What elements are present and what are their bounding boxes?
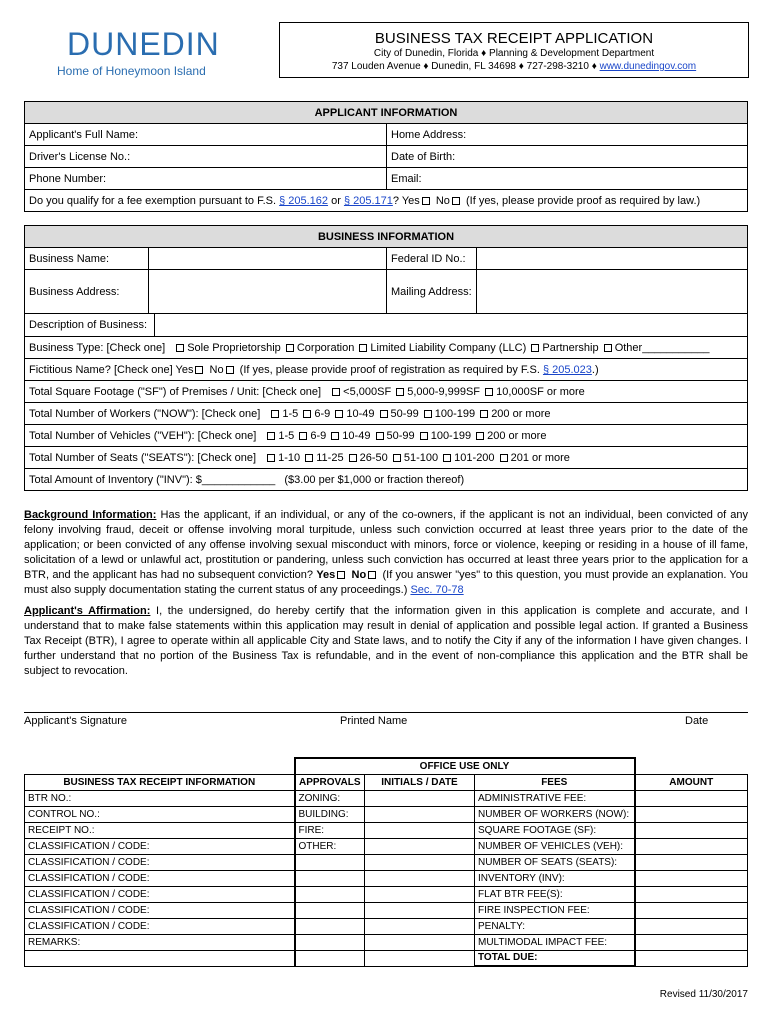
phone-field[interactable] xyxy=(145,168,387,190)
partnership-label: Partnership xyxy=(542,341,599,354)
fee-exemption-row xyxy=(25,190,748,212)
background-heading: Background Information: xyxy=(24,509,157,521)
square-footage-row xyxy=(25,381,748,403)
exemption-question: Do you qualify for a fee exemption pursuant to F.S. xyxy=(29,194,277,207)
fs-205-023-link[interactable]: § 205.023 xyxy=(542,363,592,376)
seats-option-checkbox[interactable] xyxy=(393,454,401,462)
workers-option-checkbox[interactable] xyxy=(271,410,279,418)
amount-cell[interactable] xyxy=(635,822,748,838)
date-label: Date xyxy=(685,715,709,727)
fictitious-row xyxy=(25,359,748,381)
office-row xyxy=(25,854,748,870)
vehicles-option-checkbox[interactable] xyxy=(376,432,384,440)
seats-option-label: 201 or more xyxy=(510,451,570,464)
llc-label: Limited Liability Company (LLC) xyxy=(370,341,527,354)
seats-label: Total Number of Seats ("SEATS"): [Check one] xyxy=(29,451,257,464)
sf-option-checkbox[interactable] xyxy=(332,388,340,396)
vehicles-option-checkbox[interactable] xyxy=(331,432,339,440)
sec-70-78-link[interactable]: Sec. 70-78 xyxy=(410,584,464,596)
initials-cell[interactable] xyxy=(365,806,475,822)
col-fees: FEES xyxy=(475,774,635,790)
col-amount: AMOUNT xyxy=(635,774,748,790)
vehicles-option-label: 50-99 xyxy=(386,429,415,442)
amount-cell[interactable] xyxy=(635,918,748,934)
amount-cell[interactable] xyxy=(635,838,748,854)
workers-option-label: 100-199 xyxy=(434,407,476,420)
full-name-label: Applicant's Full Name: xyxy=(25,124,145,146)
exemption-no-label: No xyxy=(435,194,450,207)
workers-label: Total Number of Workers ("NOW"): [Check one] xyxy=(29,407,261,420)
sf-option-label: 10,000SF or more xyxy=(496,385,585,398)
office-row xyxy=(25,886,748,902)
fictitious-end: .) xyxy=(591,363,599,376)
workers-option-checkbox[interactable] xyxy=(424,410,432,418)
initials-cell[interactable] xyxy=(365,870,475,886)
city-logo xyxy=(55,26,230,82)
btr-info-cell: CLASSIFICATION / CODE: xyxy=(25,918,295,934)
btr-info-cell: RECEIPT NO.: xyxy=(25,822,295,838)
background-paragraph xyxy=(24,508,748,598)
initials-cell[interactable] xyxy=(365,790,475,806)
business-address-field[interactable] xyxy=(149,270,387,314)
business-heading: BUSINESS INFORMATION xyxy=(25,226,748,248)
signature-line[interactable] xyxy=(24,712,748,713)
approval-cell xyxy=(295,918,365,934)
business-type-label: Business Type: [Check one] xyxy=(29,341,166,354)
title-box xyxy=(279,22,749,78)
fee-cell: NUMBER OF SEATS (SEATS): xyxy=(475,854,635,870)
inventory-label: Total Amount of Inventory ("INV"): $____________ xyxy=(29,473,276,486)
business-table xyxy=(24,225,748,491)
fee-cell: INVENTORY (INV): xyxy=(475,870,635,886)
office-row xyxy=(25,950,748,966)
vehicles-option-label: 6-9 xyxy=(310,429,327,442)
applicant-table xyxy=(24,101,748,212)
sf-option-checkbox[interactable] xyxy=(485,388,493,396)
other-checkbox[interactable] xyxy=(604,344,612,352)
website-link[interactable]: www.dunedingov.com xyxy=(599,61,697,72)
home-address-label: Home Address: xyxy=(387,124,477,146)
initials-cell[interactable] xyxy=(365,950,475,966)
btr-info-cell: REMARKS: xyxy=(25,934,295,950)
dob-label: Date of Birth: xyxy=(387,146,477,168)
amount-cell[interactable] xyxy=(635,790,748,806)
approval-cell xyxy=(295,886,365,902)
vehicles-option-label: 200 or more xyxy=(487,429,547,442)
description-field[interactable] xyxy=(155,314,747,336)
initials-cell[interactable] xyxy=(365,854,475,870)
workers-row xyxy=(25,403,748,425)
mailing-address-field[interactable] xyxy=(477,270,748,314)
background-no-label: No xyxy=(351,569,367,581)
approval-cell xyxy=(295,854,365,870)
business-type-row xyxy=(25,337,748,359)
seats-option-checkbox[interactable] xyxy=(443,454,451,462)
fee-cell: FLAT BTR FEE(S): xyxy=(475,886,635,902)
seats-option-checkbox[interactable] xyxy=(500,454,508,462)
sf-option-checkbox[interactable] xyxy=(396,388,404,396)
affirmation-heading: Applicant's Affirmation: xyxy=(24,605,151,617)
email-label: Email: xyxy=(387,168,477,190)
col-initials: INITIALS / DATE xyxy=(365,774,475,790)
sf-option-label: 5,000-9,999SF xyxy=(407,385,481,398)
background-no-checkbox[interactable] xyxy=(368,571,376,579)
business-address-label: Business Address: xyxy=(25,270,149,314)
applicant-heading: APPLICANT INFORMATION xyxy=(25,102,748,124)
seats-row xyxy=(25,447,748,469)
fs-205-162-link[interactable]: § 205.162 xyxy=(279,194,329,207)
vehicles-option-checkbox[interactable] xyxy=(476,432,484,440)
initials-cell[interactable] xyxy=(365,934,475,950)
approval-cell: ZONING: xyxy=(295,790,365,806)
page-title: BUSINESS TAX RECEIPT APPLICATION xyxy=(374,30,654,47)
description-label: Description of Business: xyxy=(25,314,155,336)
fictitious-no-label: No xyxy=(209,363,224,376)
exemption-note: (If yes, please provide proof as required by law.) xyxy=(465,194,701,207)
workers-option-label: 1-5 xyxy=(282,407,299,420)
seats-option-label: 1-10 xyxy=(278,451,301,464)
fictitious-no-checkbox[interactable] xyxy=(226,366,234,374)
workers-option-label: 6-9 xyxy=(314,407,331,420)
initials-cell[interactable] xyxy=(365,822,475,838)
fictitious-label: Fictitious Name? [Check one] Yes xyxy=(29,363,194,376)
background-text: Has the applicant, if an individual, or any of the co-owners, if the applicant is not an individual, been convicted of any felony involving fraud, deceit or offense involving moral turpitude, unless such conviction occurred at least three years prior to the date of the application; or been convicted of any offense involving sexual misconduct with minors, force or violence, keeping or residing in a house of ill fame, solicitation of a lewd or unlawful act, prostitution or pandering, unless such conviction has occurred at least three years prior to the application for a BTR, and the applicant has had no subsequent conviction? xyxy=(24,509,749,581)
office-row xyxy=(25,918,748,934)
vehicles-label: Total Number of Vehicles ("VEH"): [Check one] xyxy=(29,429,257,442)
federal-id-label: Federal ID No.: xyxy=(387,248,477,270)
initials-cell[interactable] xyxy=(365,838,475,854)
logo-tagline: Home of Honeymoon Island xyxy=(57,64,206,78)
seats-option-checkbox[interactable] xyxy=(349,454,357,462)
office-row xyxy=(25,934,748,950)
office-row xyxy=(25,790,748,806)
btr-info-cell: BTR NO.: xyxy=(25,790,295,806)
fee-cell: NUMBER OF VEHICLES (VEH): xyxy=(475,838,635,854)
seats-option-label: 51-100 xyxy=(403,451,439,464)
workers-option-checkbox[interactable] xyxy=(380,410,388,418)
initials-cell[interactable] xyxy=(365,902,475,918)
affirmation-paragraph xyxy=(24,604,748,679)
license-field[interactable] xyxy=(145,146,387,168)
btr-info-cell: CLASSIFICATION / CODE: xyxy=(25,854,295,870)
fee-cell: SQUARE FOOTAGE (SF): xyxy=(475,822,635,838)
exemption-no-checkbox[interactable] xyxy=(452,197,460,205)
address-line xyxy=(280,60,748,73)
fee-cell: PENALTY: xyxy=(475,918,635,934)
sole-prop-checkbox[interactable] xyxy=(176,344,184,352)
home-address-field[interactable] xyxy=(477,124,748,146)
vehicles-option-label: 100-199 xyxy=(430,429,472,442)
col-approvals: APPROVALS xyxy=(295,774,365,790)
seats-option-checkbox[interactable] xyxy=(267,454,275,462)
col-btr-info: BUSINESS TAX RECEIPT INFORMATION xyxy=(25,774,295,790)
inventory-row xyxy=(25,469,748,491)
fee-cell: TOTAL DUE: xyxy=(475,950,635,966)
vehicles-option-checkbox[interactable] xyxy=(267,432,275,440)
btr-info-cell: CONTROL NO.: xyxy=(25,806,295,822)
description-row xyxy=(25,314,748,337)
license-label: Driver's License No.: xyxy=(25,146,145,168)
amount-cell[interactable] xyxy=(635,950,748,966)
approval-cell: FIRE: xyxy=(295,822,365,838)
amount-cell[interactable] xyxy=(635,886,748,902)
fee-cell: ADMINISTRATIVE FEE: xyxy=(475,790,635,806)
approval-cell xyxy=(295,934,365,950)
workers-option-label: 200 or more xyxy=(491,407,551,420)
sole-prop-label: Sole Proprietorship xyxy=(187,341,281,354)
office-row xyxy=(25,870,748,886)
business-name-label: Business Name: xyxy=(25,248,149,270)
revised-date: Revised 11/30/2017 xyxy=(659,989,748,1000)
exemption-or: or xyxy=(331,194,341,207)
workers-option-checkbox[interactable] xyxy=(303,410,311,418)
background-yes-checkbox[interactable] xyxy=(337,571,345,579)
partnership-checkbox[interactable] xyxy=(531,344,539,352)
department-line: City of Dunedin, Florida ♦ Planning & Development Department xyxy=(373,48,655,59)
fee-cell: FIRE INSPECTION FEE: xyxy=(475,902,635,918)
seats-option-label: 26-50 xyxy=(359,451,388,464)
seats-option-label: 11-25 xyxy=(316,451,344,464)
approval-cell xyxy=(295,870,365,886)
vehicles-option-label: 1-5 xyxy=(278,429,295,442)
amount-cell[interactable] xyxy=(635,870,748,886)
vehicles-option-checkbox[interactable] xyxy=(420,432,428,440)
dob-field[interactable] xyxy=(477,146,748,168)
mailing-address-label: Mailing Address: xyxy=(387,270,477,314)
fee-cell: NUMBER OF WORKERS (NOW): xyxy=(475,806,635,822)
amount-cell[interactable] xyxy=(635,934,748,950)
sf-option-label: <5,000SF xyxy=(343,385,392,398)
btr-info-cell: CLASSIFICATION / CODE: xyxy=(25,902,295,918)
fee-cell: MULTIMODAL IMPACT FEE: xyxy=(475,934,635,950)
background-text2: (If you answer "yes" to this question, you must provide an explanation. You must also supply documentation stating the current status of any proceedings.) xyxy=(24,569,748,596)
btr-info-cell xyxy=(25,950,295,966)
approval-cell xyxy=(295,902,365,918)
logo-wordmark: DUNEDIN xyxy=(67,26,220,62)
initials-cell[interactable] xyxy=(365,918,475,934)
affirmation-text: I, the undersigned, do hereby certify that the information given in this application is complete and accurate, and I understand that to make false statements within this application may result in denial of application and possible legal action. If granted a Business Tax Receipt (BTR), I agree to operate within all applicable City and State laws, and to notify the City if any of the information I have given changes. I further understand that no portion of the Business Tax is refundable, and in the event of non-compliance this application and the BTR shall be subject to revocation. xyxy=(24,605,748,677)
btr-info-cell: CLASSIFICATION / CODE: xyxy=(25,838,295,854)
office-use-heading: OFFICE USE ONLY xyxy=(295,758,635,774)
workers-option-label: 50-99 xyxy=(390,407,419,420)
fs-205-171-link[interactable]: § 205.171 xyxy=(343,194,393,207)
office-row xyxy=(25,902,748,918)
exemption-yes-label: ? Yes xyxy=(392,194,420,207)
corporation-label: Corporation xyxy=(296,341,355,354)
fictitious-note: (If yes, please provide proof of registration as required by F.S. xyxy=(239,363,540,376)
amount-cell[interactable] xyxy=(635,902,748,918)
btr-info-cell: CLASSIFICATION / CODE: xyxy=(25,886,295,902)
office-row xyxy=(25,822,748,838)
vehicles-row xyxy=(25,425,748,447)
corporation-checkbox[interactable] xyxy=(286,344,294,352)
approval-cell xyxy=(295,950,365,966)
btr-info-cell: CLASSIFICATION / CODE: xyxy=(25,870,295,886)
signature-label: Applicant's Signature xyxy=(24,715,127,727)
address-text: 737 Louden Avenue ♦ Dunedin, FL 34698 ♦ 727-298-3210 ♦ xyxy=(331,61,597,72)
workers-option-checkbox[interactable] xyxy=(480,410,488,418)
amount-cell[interactable] xyxy=(635,854,748,870)
workers-option-checkbox[interactable] xyxy=(335,410,343,418)
printed-name-label: Printed Name xyxy=(340,715,408,727)
fictitious-yes-checkbox[interactable] xyxy=(195,366,203,374)
seats-option-label: 101-200 xyxy=(454,451,495,464)
vehicles-option-checkbox[interactable] xyxy=(299,432,307,440)
inventory-note: ($3.00 per $1,000 or fraction thereof) xyxy=(284,473,465,486)
exemption-yes-checkbox[interactable] xyxy=(422,197,430,205)
background-yes-label: Yes xyxy=(316,569,336,581)
business-name-field[interactable] xyxy=(149,248,387,270)
approval-cell: BUILDING: xyxy=(295,806,365,822)
full-name-field[interactable] xyxy=(145,124,387,146)
sf-label: Total Square Footage ("SF") of Premises / Unit: [Check one] xyxy=(29,385,322,398)
seats-option-checkbox[interactable] xyxy=(305,454,313,462)
office-row xyxy=(25,806,748,822)
other-label: Other___________ xyxy=(614,341,710,354)
llc-checkbox[interactable] xyxy=(359,344,367,352)
initials-cell[interactable] xyxy=(365,886,475,902)
federal-id-field[interactable] xyxy=(477,248,748,270)
phone-label: Phone Number: xyxy=(25,168,145,190)
email-field[interactable] xyxy=(477,168,748,190)
vehicles-option-label: 10-49 xyxy=(342,429,371,442)
approval-cell: OTHER: xyxy=(295,838,365,854)
office-use-table xyxy=(24,757,748,967)
workers-option-label: 10-49 xyxy=(346,407,375,420)
office-row xyxy=(25,838,748,854)
amount-cell[interactable] xyxy=(635,806,748,822)
